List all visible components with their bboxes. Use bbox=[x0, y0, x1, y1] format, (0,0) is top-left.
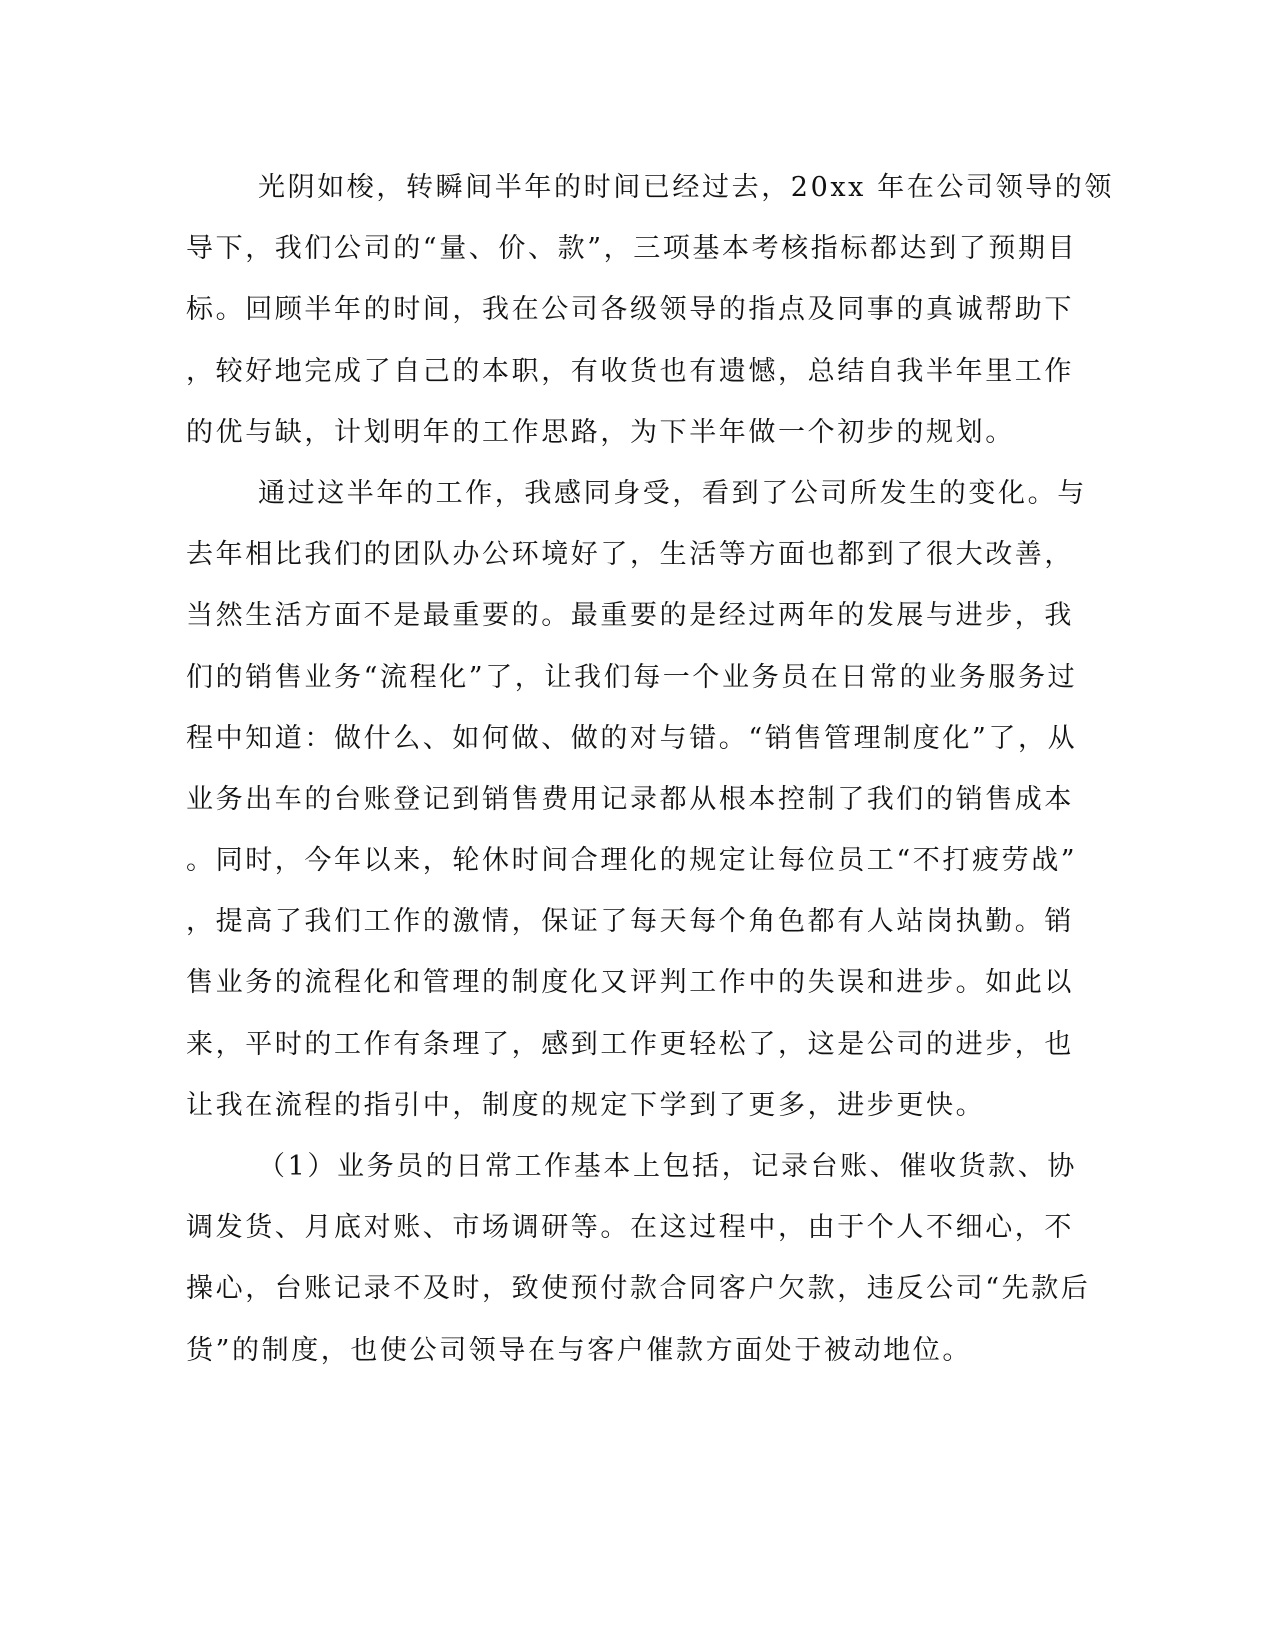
paragraph-1 bbox=[186, 157, 1114, 463]
text-line: 当然生活方面不是最重要的。最重要的是经过两年的发展与进步，我 bbox=[186, 600, 1074, 632]
text-line: 们的销售业务“流程化”了，让我们每一个业务员在日常的业务服务过 bbox=[186, 661, 1078, 693]
text-line: 售业务的流程化和管理的制度化又评判工作中的失误和进步。如此以 bbox=[186, 967, 1074, 999]
paragraph-2 bbox=[186, 463, 1087, 1136]
text-line: ，提高了我们工作的激情，保证了每天每个角色都有人站岗执勤。销 bbox=[186, 906, 1074, 938]
text-line: 业务出车的台账登记到销售费用记录都从根本控制了我们的销售成本 bbox=[186, 783, 1074, 815]
text-line: 来，平时的工作有条理了，感到工作更轻松了，这是公司的进步，也 bbox=[186, 1028, 1074, 1060]
text-line: 货”的制度，也使公司领导在与客户催款方面处于被动地位。 bbox=[186, 1334, 973, 1366]
text-line: 。同时，今年以来，轮休时间合理化的规定让每位员工“不打疲劳战” bbox=[186, 845, 1078, 877]
text-line: 调发货、月底对账、市场调研等。在这过程中，由于个人不细心，不 bbox=[186, 1212, 1074, 1244]
text-line: 去年相比我们的团队办公环境好了，生活等方面也都到了很大改善， bbox=[186, 539, 1074, 571]
text-line: 程中知道：做什么、如何做、做的对与错。“销售管理制度化”了，从 bbox=[186, 722, 1078, 754]
text-line: 的优与缺，计划明年的工作思路，为下半年做一个初步的规划。 bbox=[186, 416, 1015, 448]
text-line: 让我在流程的指引中，制度的规定下学到了更多，进步更快。 bbox=[186, 1089, 986, 1121]
text-line: 标。回顾半年的时间，我在公司各级领导的指点及同事的真诚帮助下 bbox=[186, 294, 1074, 326]
body-text bbox=[186, 157, 1114, 1381]
text-line: ，较好地完成了自己的本职，有收货也有遗憾，总结自我半年里工作 bbox=[186, 355, 1074, 387]
paragraph-3 bbox=[186, 1136, 1091, 1381]
text-line: 导下，我们公司的“量、价、款”，三项基本考核指标都达到了预期目 bbox=[186, 233, 1078, 265]
text-line: 通过这半年的工作，我感同身受，看到了公司所发生的变化。与 bbox=[258, 477, 1087, 509]
text-line: 操心，台账记录不及时，致使预付款合同客户欠款，违反公司“先款后 bbox=[186, 1273, 1091, 1305]
text-line: 光阴如梭，转瞬间半年的时间已经过去，20xx 年在公司领导的领 bbox=[258, 172, 1114, 203]
text-line: （1）业务员的日常工作基本上包括，记录台账、催收货款、协 bbox=[258, 1151, 1077, 1182]
